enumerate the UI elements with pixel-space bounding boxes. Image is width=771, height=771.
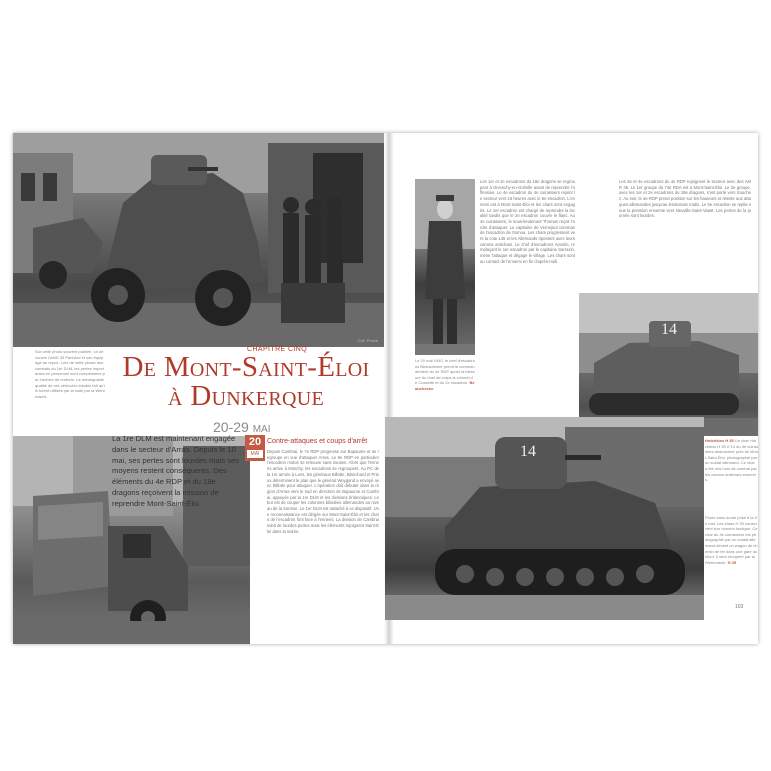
tank-number-2: 14 [661,321,677,338]
caption-officer [415,358,475,408]
tank-side-photo [579,293,758,436]
armored-car-illustration [13,133,384,347]
tank-main-photo [385,417,704,620]
lead-paragraph: La 1re DLM est maintenant engagée dans le secteur d'Arras. Depuis le 10 mai, ses pertes sont lourdes mais ses moyens restent conséquents. Des éléments du 4e RDP et du 18e dragons reçoivent la mission de reprendre Mont-Saint-Éloi. [112,434,240,508]
right-column-2 [619,179,751,289]
caption-armored-car-text: Sur cette photo souvent publiée, on découvre l'AMD 35 Panhard et son équipage au repos. Lors de cette phase des combats du 1er DLM, les pertes importantes en personnel sont compensées par l'arrivée de renforts. La remarquable qualité de ces véhicules blindés fait qu'ils furent utilisés par la suite par la Wehrmacht... [35,349,105,399]
chapter-title-line2: à Dunkerque [168,380,324,412]
caption-tank-side-text: Un char Hotchkiss H 35 n°14 du 4e cuirassiers abandonné près de Mont-Saint-Éloi, photographié par un soldat allemand. Ce char a été mis hors de combat par les canons antichars ennemis. [705,438,758,483]
armored-car-photo [13,133,384,347]
caption-officer-highlight: Beauchesne [415,380,475,391]
date-badge-day: 20 [248,436,262,448]
caption-tank-bottom-highlight: H 35 [727,559,737,565]
tank-side-illustration [579,293,758,436]
body-text [267,449,379,637]
officer-illustration [415,179,475,355]
body-text-content: Depuis Cambrai, le 7e RDP progresse sur Bapaume et se regroupe en vue d'attaquer Arras. Le 5e RDP en particulier l'escadron motos se retrouve sans soutien. Alors que l'ennemi arrive à Monchy, les escadrons se regroupent. Au PC de la 1re armée à Lens, les généraux Billotte, Blanchard et Prioux déterminent le plan que le général Weygand a envoyé avec Billotte pour attaquer. L'opération doit débuter dans la région d'Arras vers le sud en direction de Bapaume et Cambrai, appuyée par la 1re DLM et les divisions britanniques. Le but est de couper les colonnes blindées allemandes au niveau de la Somme. Le 1er DLM est rattaché à ce dispositif. Une reconnaissance est dirigée sur Mont-Saint-Éloi et les chars de l'escadron font face à l'ennemi. La division de Cambrai subit de lourdes pertes mais les éléments rejoignent Saint-Éloi dans la soirée. [267,449,379,534]
officer-portrait-photo [415,179,475,355]
right-column-1 [480,179,575,413]
caption-tank-side-highlight: Hotchkiss H 35 [705,438,734,443]
date-badge [245,435,265,461]
caption-tank-bottom [705,515,758,625]
chapter-title-line1: De Mont-Saint-Éloi [122,351,370,383]
right-column-2-text: Les 3e et 4e escadrons du 4e RDP rejoignent le secteur avec des AMR 35. Le 1er groupe du 74e RDA est à Mont-Saint-Éloi. Le 2e groupe, avec les 1er et 2e escadrons du 18e dragons, s'est porté vers Souchez. Au soir, le 4e RDP prend position sur les hauteurs et résiste aux attaques allemandes jusqu'au lendemain matin. Le 5e escadron se replie sous la pression ennemie vers Neuville-Saint-Vaast. Les pertes de la journée sont lourdes. [619,179,751,219]
caption-armored-car [35,349,105,449]
date-badge-month: MAI [247,450,263,458]
tank-main-illustration [385,417,704,620]
caption-officer-text: Le 20 mai 1940, le chef d'escadrons Beauchesne prend le commandement du 4e RDP après la blessure du chef de corps le colonel de Cossette et du 2e escadron. [415,358,475,386]
photo-credit: Coll. Privée [357,338,378,343]
section-heading: Contre-attaques et coups d'arrêt [267,438,368,445]
chapter-dates: 20-29 mai [213,419,271,435]
magazine-spread [13,133,758,644]
caption-tank-bottom-text: Photo sans doute prise à la fin mai. Les chars H 35 conservent leur numéro tactique. Ce char du 4e cuirassiers est photographié par un soldat allemand devant un wagon de chemin de fer dans une gare du Nord. Il sera récupéré par la Wehrmacht. [705,515,758,565]
page-number: 103 [735,604,744,610]
chapter-kicker: CHAPITRE CINQ [247,346,308,353]
caption-tank-side [705,438,758,510]
tank-number-1: 14 [520,443,536,460]
chapter-title [106,353,386,411]
right-column-1-text: Les 1er et 2e escadrons du 18e dragons se regroupent à Givenchy-en-Gohelle avant de reprendre l'offensive. Le 4e escadron du 4e cuirassiers rejoint le secteur vers 16 heures avec le 6e escadron. L'ennemi est à Mont-Saint-Éloi et les chars sont engagés. Le 1er escadron est chargé de reprendre la localité tandis que le 2e escadron couvre le flanc. Au 4e cuirassiers, le sous-lieutenant Thomas reçoit l'ordre d'attaquer. Le capitaine de Vernejoul commande l'escadron de Somua. Les chars progressent vers la cote 145 et les Allemands ripostent avec leurs canons antichars. Le chef d'escadrons Ancelin, remplaçant le 1er escadron par le capitaine Sarrazin, mène l'attaque et dégage le village. Les chars sont au contact de l'ennemi en fin d'après-midi. [480,179,575,264]
